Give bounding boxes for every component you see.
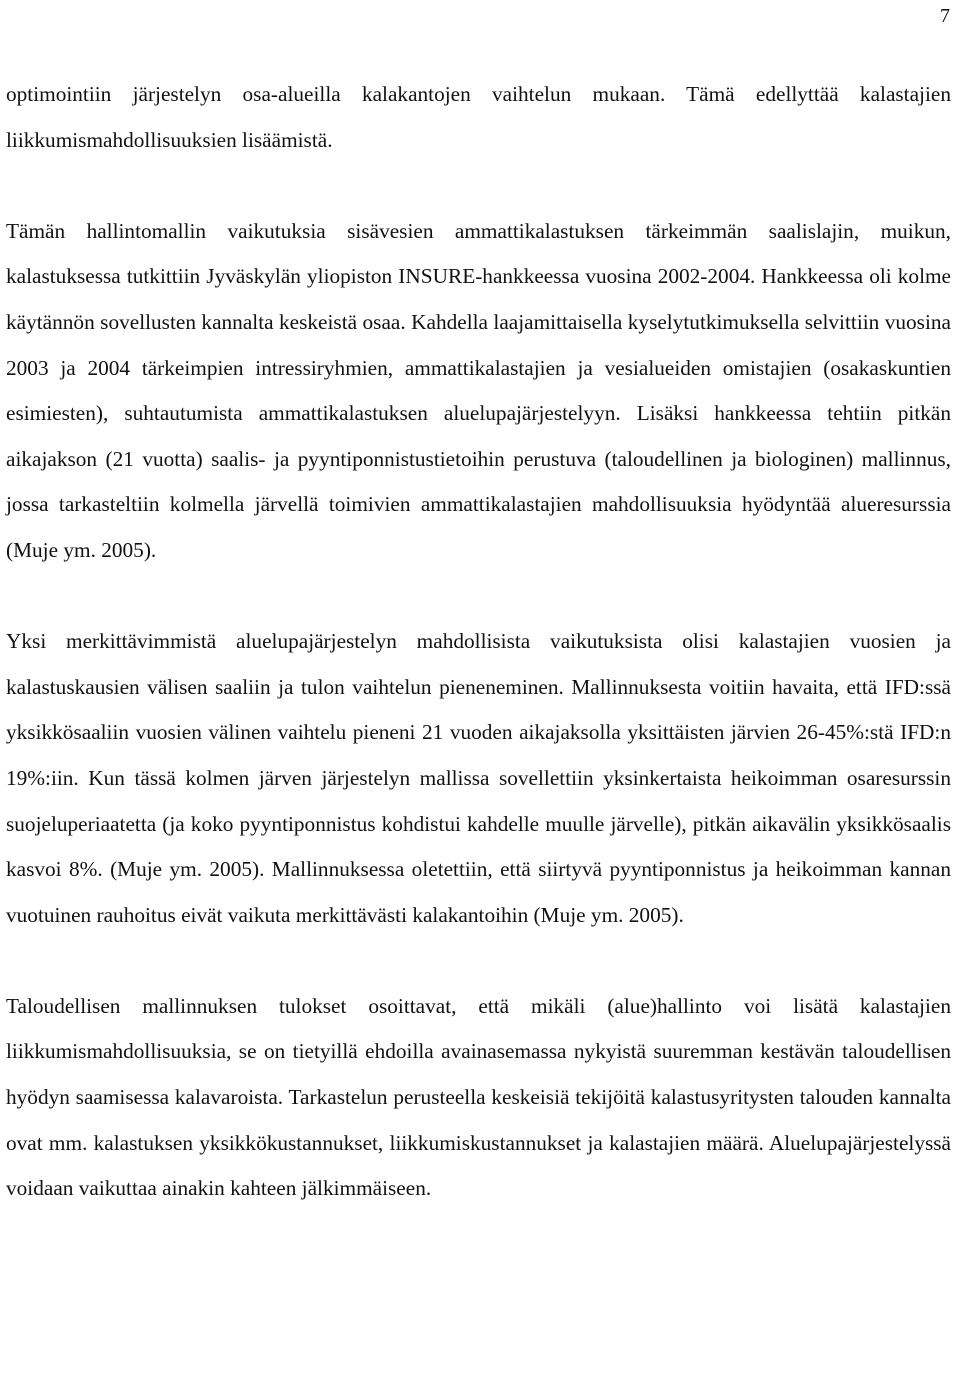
document-body	[6, 72, 951, 1212]
paragraph: Yksi merkittävimmistä aluelupajärjestelyn mahdollisista vaikutuksista olisi kalastajien vuosien ja kalastuskausien välisen saaliin ja tulon vaihtelun pieneneminen. Mallinnuksesta voitiin havaita, että IFD:ssä yksikkösaaliin vuosien välinen vaihtelu pieneni 21 vuoden aikajaksolla yksittäisten järvien 26-45%:stä IFD:n 19%:iin. Kun tässä kolmen järven järjestelyn mallissa sovellettiin yksinkertaista heikoimman osaresurssin suojeluperiaatetta (ja koko pyyntiponnistus kohdistui kahdelle muulle järvelle), pitkän aikavälin yksikkösaalis kasvoi 8%. (Muje ym. 2005). Mallinnuksessa oletettiin, että siirtyvä pyyntiponnistus ja heikoimman kannan vuotuinen rauhoitus eivät vaikuta merkittävästi kalakantoihin (Muje ym. 2005).	[6, 629, 951, 927]
paragraph-spacer	[6, 574, 951, 620]
paragraph-spacer	[6, 938, 951, 984]
paragraph: optimointiin järjestelyn osa-alueilla kalakantojen vaihtelun mukaan. Tämä edellyttää kalastajien liikkumismahdollisuuksien lisäämistä.	[6, 82, 951, 152]
page-number: 7	[940, 5, 950, 27]
paragraph: Taloudellisen mallinnuksen tulokset osoittavat, että mikäli (alue)hallinto voi lisätä kalastajien liikkumismahdollisuuksia, se on tietyillä ehdoilla avainasemassa nykyistä suuremman kestävän taloudellisen hyödyn saamisessa kalavaroista. Tarkastelun perusteella keskeisiä tekijöitä kalastusyritysten talouden kannalta ovat mm. kalastuksen yksikkökustannukset, liikkumiskustannukset ja kalastajien määrä. Aluelupajärjestelyssä voidaan vaikuttaa ainakin kahteen jälkimmäiseen.	[6, 993, 951, 1201]
paragraph: Tämän hallintomallin vaikutuksia sisävesien ammattikalastuksen tärkeimmän saalislajin, muikun, kalastuksessa tutkittiin Jyväskylän yliopiston INSURE-hankkeessa vuosina 2002-2004. Hankkeessa oli kolme käytännön sovellusten kannalta keskeistä osaa. Kahdella laajamittaisella kyselytutkimuksella selvittiin vuosina 2003 ja 2004 tärkeimpien intressiryhmien, ammattikalastajien ja vesialueiden omistajien (osakaskuntien esimiesten), suhtautumista ammattikalastuksen aluelupajärjestelyyn. Lisäksi hankkeessa tehtiin pitkän aikajakson (21 vuotta) saalis- ja pyyntiponnistustietoihin perustuva (taloudellinen ja biologinen) mallinnus, jossa tarkasteltiin kolmella järvellä toimivien ammattikalastajien mahdollisuuksia hyödyntää alueresurssia (Muje ym. 2005).	[6, 218, 951, 562]
paragraph-spacer	[6, 163, 951, 209]
